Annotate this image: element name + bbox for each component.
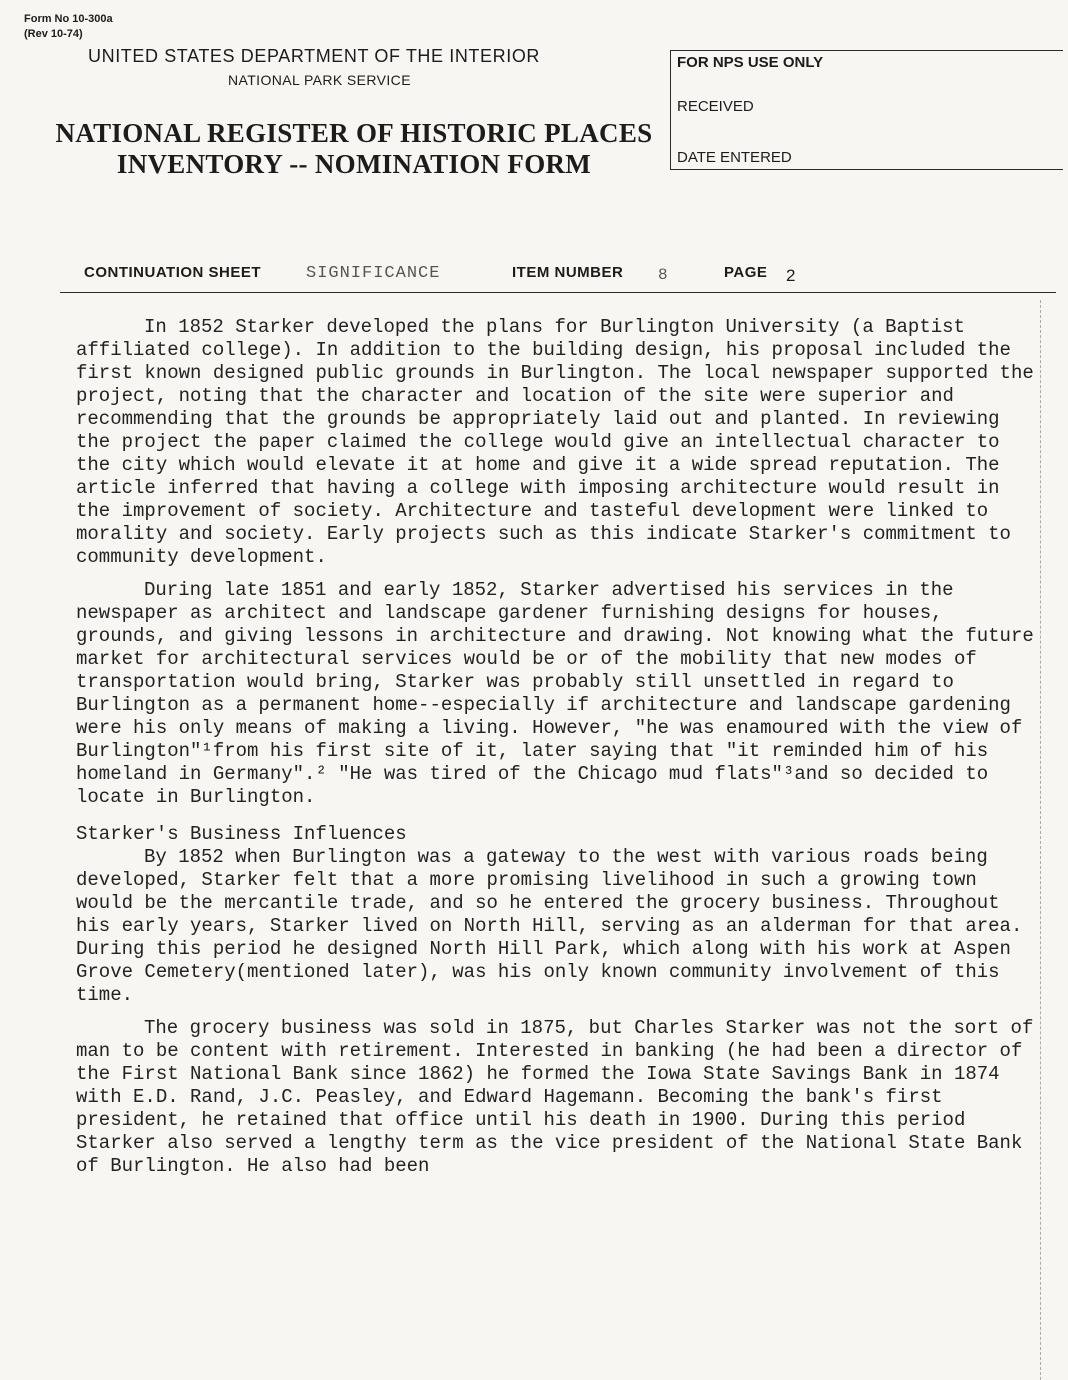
department-name: UNITED STATES DEPARTMENT OF THE INTERIOR xyxy=(88,46,541,66)
item-number-value: 8 xyxy=(658,266,668,284)
paragraph-grocery: By 1852 when Burlington was a gateway to the west with various roads being developed, Starker felt that a more promising livelihood in such a growing town would be the mercantile trade, and so he entered the grocery business. Throughout his early years, Starker lived on North Hill, serving as an alderman for that area. During this period he designed North Hill Park, which along with his work at Aspen Grove Cemetery(mentioned later), was his only known community involvement of this time. xyxy=(76,846,1023,1006)
item-number-label: ITEM NUMBER xyxy=(512,264,624,281)
body-text xyxy=(76,316,1036,1188)
paragraph-banking: The grocery business was sold in 1875, but Charles Starker was not the sort of man to be content with retirement. Interested in banking (he had been a director of the First National Bank since 1862) he formed the Iowa State Savings Bank in 1874 with E.D. Rand, J.C. Peasley, and Edward Hagemann. Becoming the bank's first president, he retained that office until his death in 1900. During this period Starker also served a lengthy term as the vice president of the National State Bank of Burlington. He also had been xyxy=(76,1017,1034,1177)
nps-use-only-label: FOR NPS USE ONLY xyxy=(677,54,824,71)
continuation-sheet-value: SIGNIFICANCE xyxy=(306,264,441,283)
nps-box-top-rule xyxy=(671,50,1063,51)
paragraph-advertising: During late 1851 and early 1852, Starker advertised his services in the newspaper as architect and landscape gardener furnishing designs for houses, grounds, and giving lessons in architecture and drawing. Not knowing what the future market for architectural services would be or of the mobility that new modes of transportation would bring, Starker was probably still unsettled in regard to Burlington as a permanent home--especially if architecture and landscape gardening were his only means of making a living. However, "he was enamoured with the view of Burlington"¹from his first site of it, later saying that "it reminded him of his homeland in Germany".² "He was tired of the Chicago mud flats"³and so decided to locate in Burlington. xyxy=(76,579,1034,808)
form-title-line-2: INVENTORY -- NOMINATION FORM xyxy=(116,149,592,179)
received-label: RECEIVED xyxy=(677,98,754,115)
form-number xyxy=(24,12,113,42)
nps-use-box xyxy=(670,50,1063,170)
continuation-sheet-label: CONTINUATION SHEET xyxy=(84,264,262,281)
nps-box-bottom-rule xyxy=(671,169,1063,170)
page-label: PAGE xyxy=(724,264,768,281)
form-revision-line: (Rev 10-74) xyxy=(24,28,83,40)
service-name: NATIONAL PARK SERVICE xyxy=(228,72,411,88)
paragraph-university: In 1852 Starker developed the plans for Burlington University (a Baptist affiliated college). In addition to the building design, his proposal included the first known designed public grounds in Burlington. The local newspaper supported the project, noting that the character and location of the site were superior and recommending that the grounds be appropriately laid out and planted. In reviewing the project the paper claimed the college would give an intellectual character to the city which would elevate it at home and give it a wide spread reputation. The article inferred that having a college with imposing architecture would result in the improvement of society. Architecture and tasteful development were linked to morality and society. Early projects such as this indicate Starker's commitment to community development. xyxy=(76,316,1034,568)
form-number-line: Form No 10-300a xyxy=(24,13,113,25)
form-title xyxy=(34,118,674,180)
header-divider xyxy=(60,292,1056,293)
page-number: 2 xyxy=(786,266,796,285)
date-entered-label: DATE ENTERED xyxy=(677,149,792,166)
form-title-line-1: NATIONAL REGISTER OF HISTORIC PLACES xyxy=(55,118,653,148)
page-edge-mark xyxy=(1040,300,1041,1380)
section-heading: Starker's Business Influences xyxy=(76,823,407,845)
